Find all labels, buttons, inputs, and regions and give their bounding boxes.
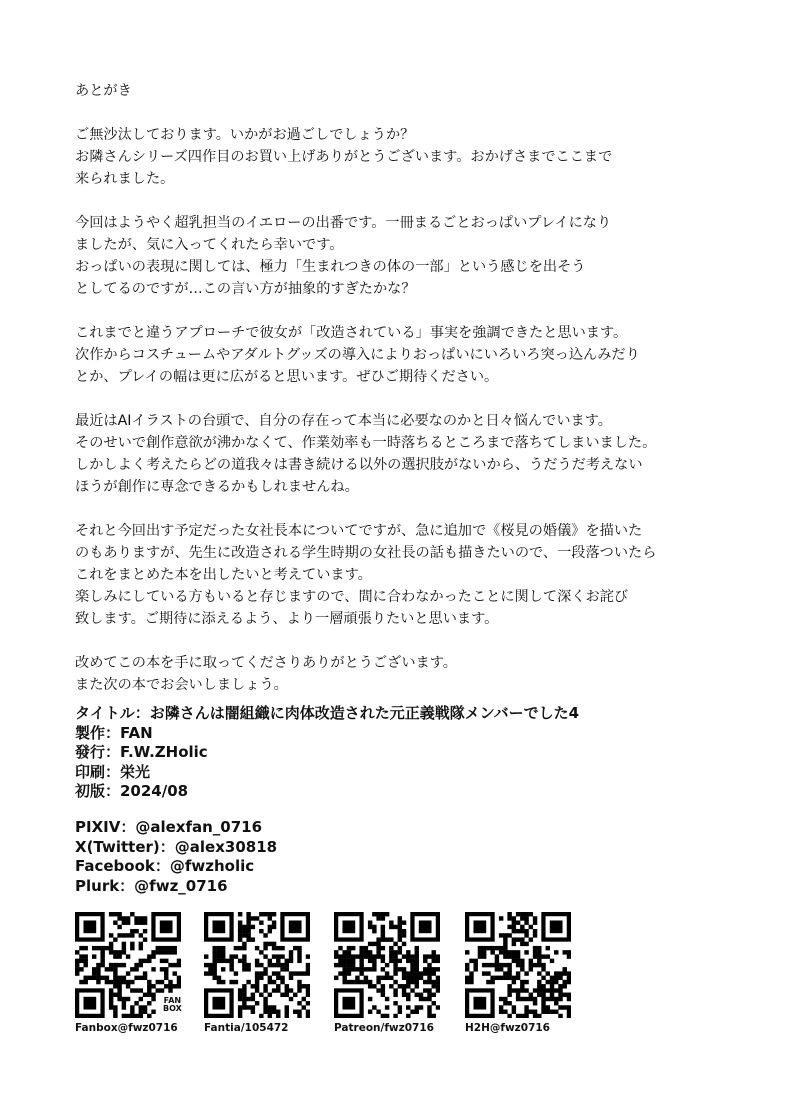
qr-patreon[interactable] — [334, 912, 440, 1035]
afterword-line: ほうが創作に専念できるかもしれませんね。 — [75, 479, 359, 495]
qr-code-icon — [204, 912, 310, 1018]
colophon-author: 製作：FAN — [75, 723, 153, 742]
afterword-line: 最近はAIイラストの台頭で、自分の存在って本当に必要なのかと日々悩んでいます。 — [75, 413, 612, 429]
social-links — [75, 818, 277, 896]
afterword-line: とか、プレイの幅は更に広がると思います。ぜひご期待ください。 — [75, 369, 499, 385]
qr-label-fanbox: Fanbox@fwz0716 — [75, 1022, 178, 1034]
social-twitter: X(Twitter)：@alex30818 — [75, 837, 278, 856]
afterword-section — [75, 80, 755, 718]
afterword-paragraph — [75, 322, 755, 388]
afterword-line: ご無沙汰しております。いかがお過ごしでしょうか？ — [75, 127, 415, 143]
qr-code-icon — [465, 912, 571, 1018]
qr-label-fantia: Fantia/105472 — [204, 1022, 289, 1034]
afterword-line: 致します。ご期待に添えるよう、より一層頑張りたいと思います。 — [75, 611, 499, 627]
afterword-line: 楽しみにしている方もいると存じますので、間に合わなかったことに関して深くお詫び — [75, 589, 629, 605]
afterword-body — [75, 124, 755, 696]
social-facebook: Facebook：@fwzholic — [75, 857, 255, 875]
colophon-printer: 印刷：栄光 — [75, 762, 151, 781]
afterword-line: お隣さんシリーズ四作目のお買い上げありがとうございます。おかげさまでここまで — [75, 149, 613, 165]
qr-fantia[interactable] — [204, 912, 310, 1035]
qr-code-row — [75, 912, 595, 1037]
qr-label-patreon: Patreon/fwz0716 — [334, 1022, 434, 1034]
colophon — [75, 704, 775, 802]
social-plurk: Plurk：@fwz_0716 — [75, 876, 228, 895]
afterword-line: これをまとめた本を出したいと考えています。 — [75, 567, 372, 583]
colophon-title: タイトル：お隣さんは闇組織に肉体改造された元正義戦隊メンバーでした4 — [75, 704, 580, 722]
afterword-line: おっぱいの表現に関しては、極力「生まれつきの体の一部」という感じを出そう — [75, 259, 586, 275]
afterword-line: 次作からコスチュームやアダルトグッズの導入によりおっぱいにいろいろ突っ込んみだり — [75, 347, 640, 363]
afterword-line: 今回はようやく超乳担当のイエローの出番です。一冊まるごとおっぱいプレイになり — [75, 215, 612, 231]
afterword-line: ましたが、気に入ってくれたら幸いです。 — [75, 237, 344, 253]
qr-label-h2h: H2H@fwz0716 — [465, 1022, 550, 1034]
afterword-line: これまでと違うアプローチで彼女が「改造されている」事実を強調できたと思います。 — [75, 325, 628, 341]
afterword-paragraph — [75, 652, 755, 696]
fanbox-logo: FAN BOX — [163, 996, 182, 1013]
afterword-line: 来られました。 — [75, 171, 175, 187]
afterword-line: のもありますが、先生に改造される学生時期の女社長の話も描きたいので、一段落ついたら — [75, 545, 657, 561]
afterword-heading: あとがき — [75, 83, 132, 99]
afterword-paragraph — [75, 212, 755, 300]
afterword-line: それと今回出す予定だった女社長本についてですが、急に追加で《桜見の婚儀》を描いた — [75, 523, 643, 539]
qr-h2h[interactable] — [465, 912, 571, 1035]
colophon-publisher: 發行：F.W.ZHolic — [75, 743, 208, 761]
afterword-line: また次の本でお会いしましょう。 — [75, 677, 288, 693]
qr-fanbox[interactable] — [75, 912, 181, 1035]
afterword-paragraph — [75, 124, 755, 190]
afterword-line: 改めてこの本を手に取ってくださりありがとうございます。 — [75, 655, 457, 671]
social-pixiv: PIXIV：@alexfan_0716 — [75, 818, 263, 836]
qr-code-icon — [334, 912, 440, 1018]
afterword-line: としてるのですが…この言い方が抽象的すぎたかな？ — [75, 281, 416, 297]
afterword-paragraph — [75, 520, 755, 630]
afterword-paragraph — [75, 410, 755, 498]
afterword-line: しかしよく考えたらどの道我々は書き続ける以外の選択肢がないから、うだうだ考えない — [75, 457, 643, 473]
afterword-line: そのせいで創作意欲が沸かなくて、作業効率も一時落ちるところまで落ちてしまいました。 — [75, 435, 657, 451]
colophon-edition: 初版：2024/08 — [75, 782, 189, 800]
